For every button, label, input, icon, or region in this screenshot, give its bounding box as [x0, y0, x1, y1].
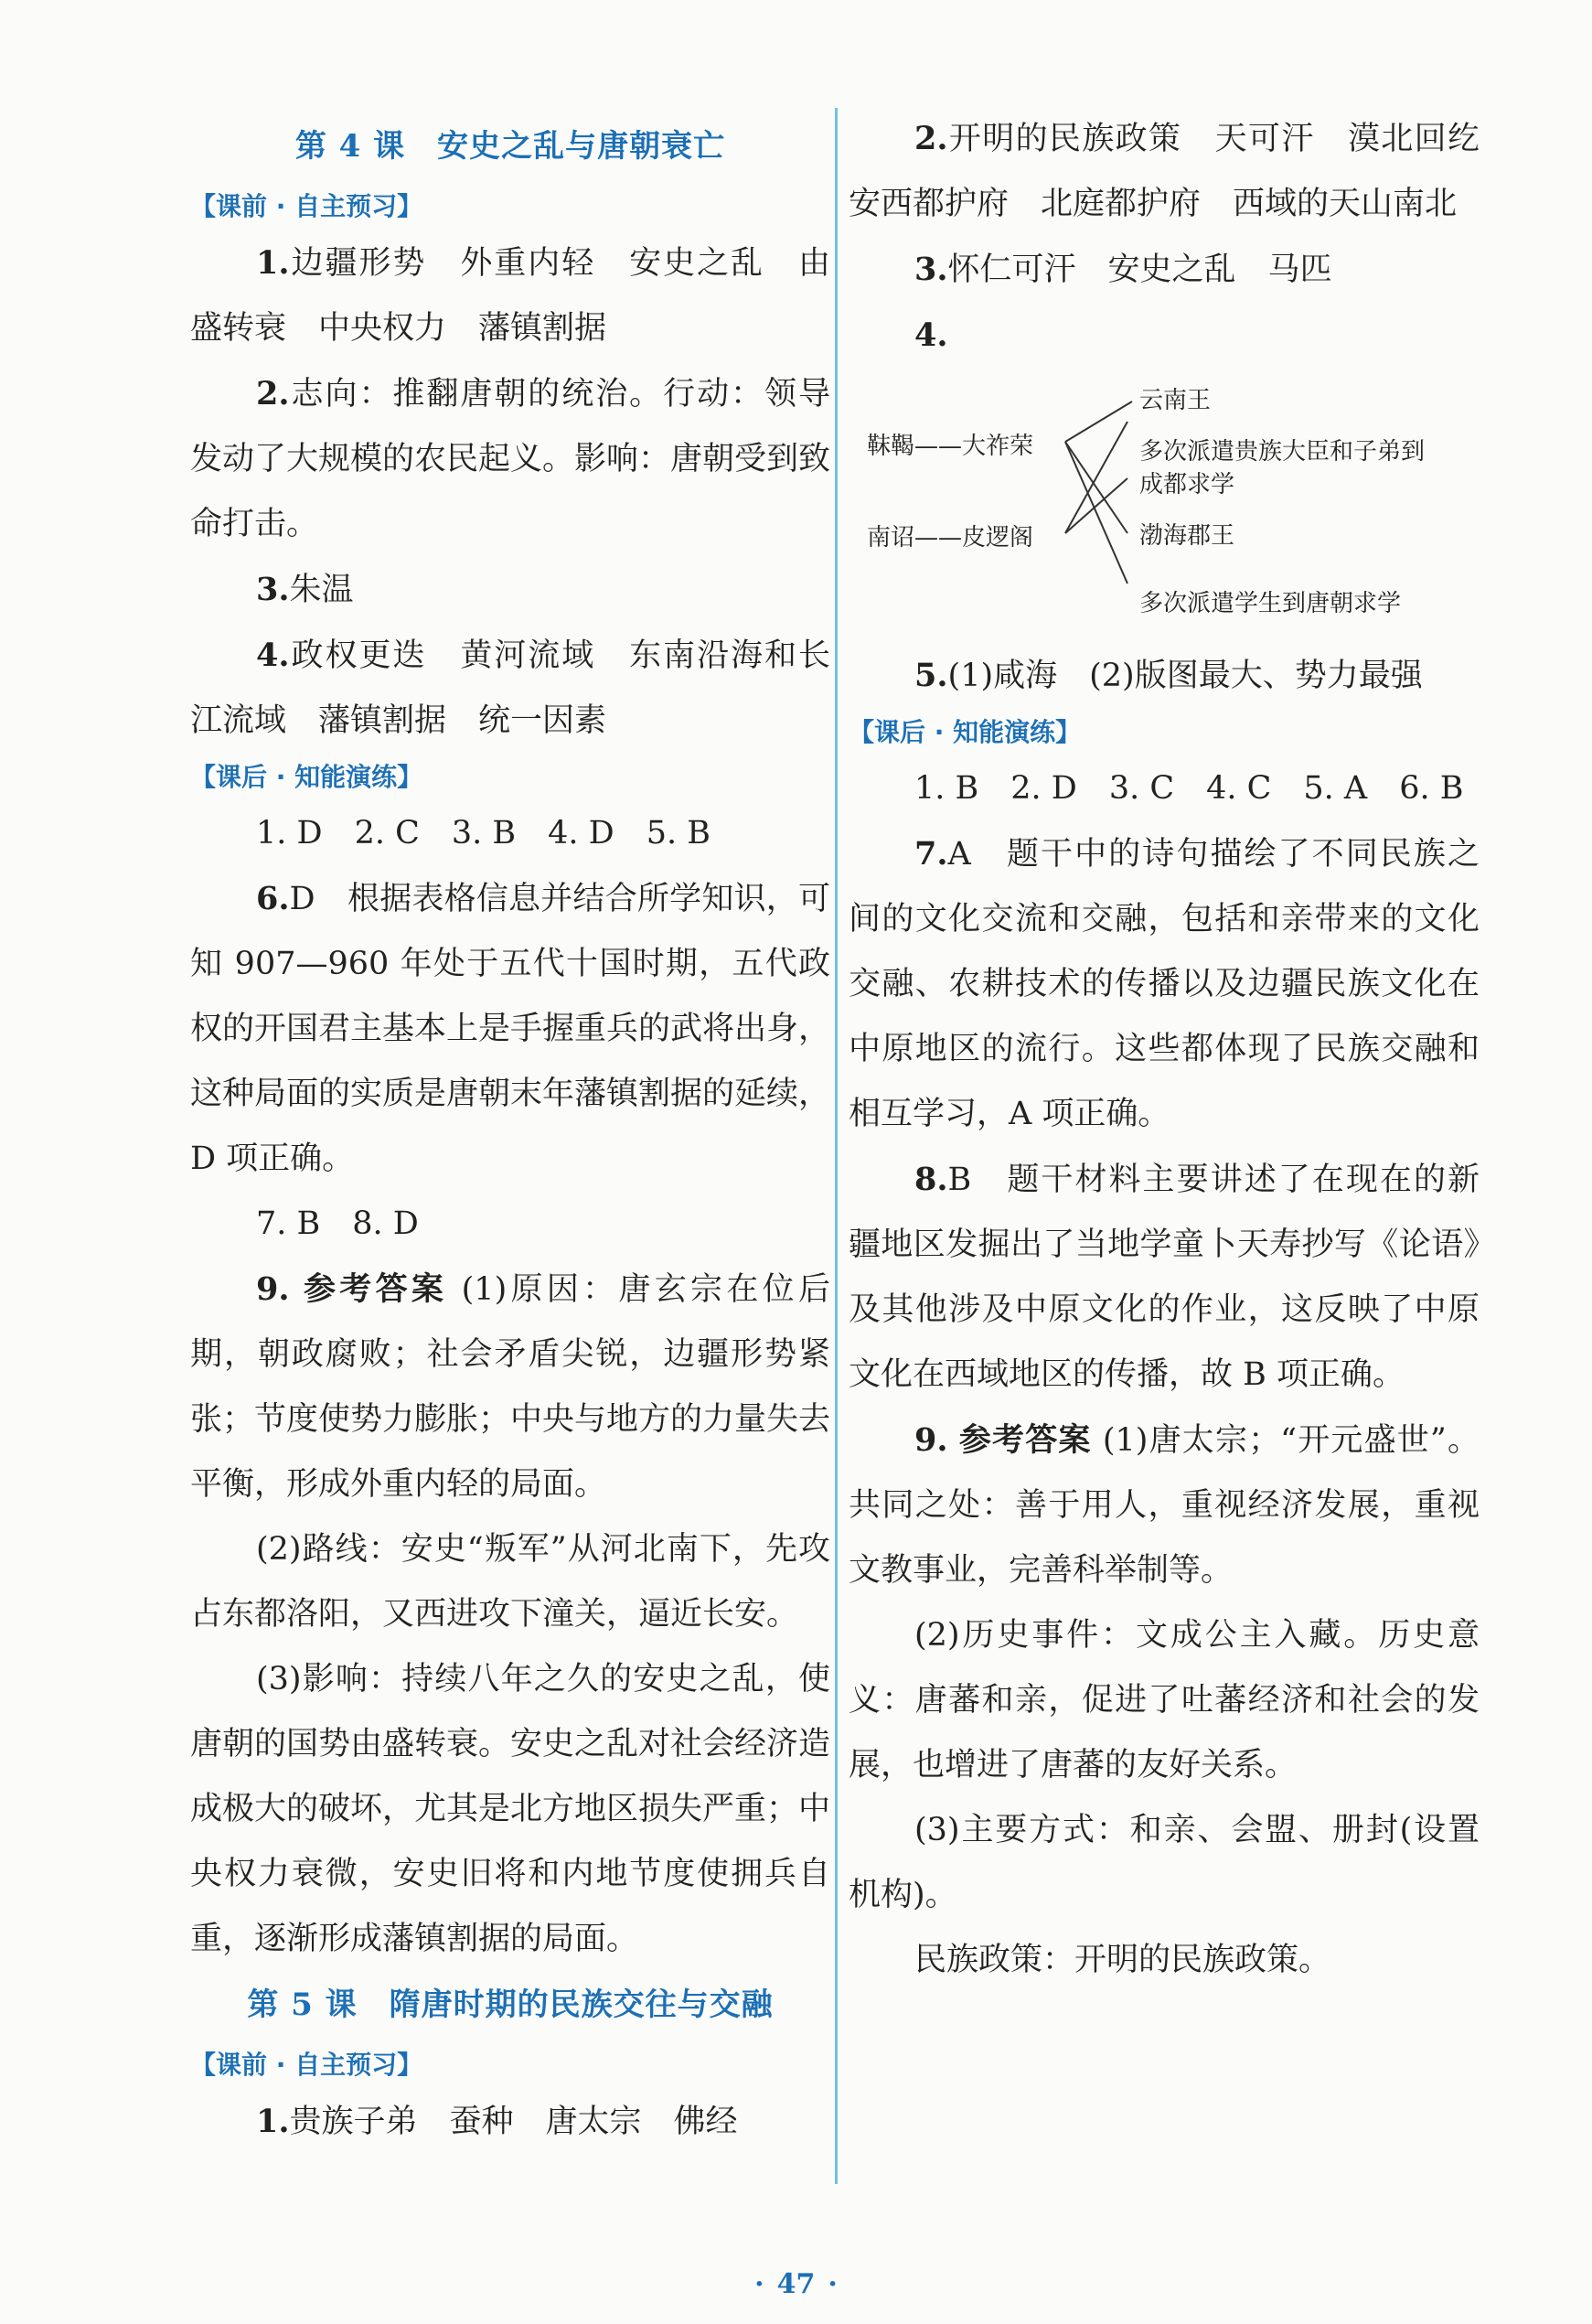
page-number: · 47 · [754, 2268, 838, 2300]
line-mohe-1 [1065, 402, 1132, 442]
post-answer-9-3: (3)影响：持续八年之久的安史之乱，使唐朝的国势由盛转衰。安史之乱对社会经济造成极大的破坏，尤其是北方地区损失严重；中央权力衰微，安史旧将和内地节度使拥兵自重，逐渐形成藩镇割据的局面。 [190, 1661, 831, 1957]
matching-diagram [849, 369, 1480, 643]
nanzhao-label: 南诏——皮逻阁 [867, 524, 1034, 552]
send-nobles-label: 多次派遣贵族大臣和子弟到 [1139, 438, 1426, 466]
lesson5-post-answer-9-2: (2)历史事件：文成公主入藏。历史意义：唐蕃和亲，促进了吐蕃经济和社会的发展，也增进了唐蕃的友好关系。 [849, 1617, 1480, 1783]
post-answer-9-2: (2)路线：安史“叛军”从河北南下，先攻占东都洛阳，又西进攻下潼关，逼近长安。 [190, 1531, 830, 1633]
lesson5-post-answer-9-4: 民族政策：开明的民族政策。 [914, 1942, 1331, 1978]
bohai-king-label: 渤海郡王 [1139, 522, 1235, 550]
pre-class-tag: 【课前 · 自主预习】 [190, 191, 423, 221]
lesson5-post-answer-9-3: (3)主要方式：和亲、会盟、册封(设置机构)。 [849, 1812, 1480, 1913]
lesson5-pre-answer-5: 5.(1)咸海 (2)版图最大、势力最强 [914, 657, 1423, 694]
lesson5-post-answer-9-1: 9. 参考答案 (1)唐太宗；“开元盛世”。共同之处：善于用人，重视经济发展，重视文教事业，完善科举制等。 [849, 1421, 1480, 1589]
column-divider [835, 108, 838, 2184]
pre-answer-1: 1.边疆形势 外重内轻 安史之乱 由盛转衰 中央权力 藩镇割据 [190, 244, 830, 347]
post-class-tag-5: 【课后 · 知能演练】 [849, 717, 1082, 747]
lesson5-post-answer-8: 8.B 题干材料主要讲述了在现在的新疆地区发掘出了当地学童卜天寿抄写《论语》及其他涉及中原文化的作业，这反映了中原文化在西域地区的传播，故 B 项正确。 [849, 1161, 1480, 1393]
pre-answer-4: 4.政权更迭 黄河流域 东南沿海和长江流域 藩镇割据 统一因素 [190, 637, 830, 739]
lesson5-pre-answer-4: 4. [914, 316, 948, 354]
lesson5-post-answer-7: 7.A 题干中的诗句描绘了不同民族之间的文化交流和交融，包括和亲带来的文化交融、农耕技术的传播以及边疆民族文化在中原地区的流行。这些都体现了民族交融和相互学习，A 项正确。 [849, 835, 1480, 1132]
lesson5-pre-answer-3: 3.怀仁可汗 安史之乱 马匹 [914, 251, 1332, 288]
post-answer-6: 6.D 根据表格信息并结合所学知识，可知 907—960 年处于五代十国时期，五代政权的开国君主基本上是手握重兵的武将出身，这种局面的实质是唐朝末年藩镇割据的延续，D 项正确。 [190, 880, 831, 1177]
line-nanzhao-2 [1065, 422, 1127, 533]
post-answers-7-8: 7. B 8. D [256, 1205, 419, 1242]
post-answers-1-5: 1. D 2. C 3. B 4. D 5. B [256, 815, 711, 851]
post-answer-9-1: 9. 参考答案 (1)原因：唐玄宗在位后期，朝政腐败；社会矛盾尖锐，边疆形势紧张；节度使势力膨胀；中央与地方的力量失去平衡，形成外重内轻的局面。 [190, 1270, 831, 1503]
right-column [849, 119, 1512, 1993]
line-mohe-3 [1065, 442, 1127, 584]
pre-class-tag-5: 【课前 · 自主预习】 [190, 2050, 423, 2080]
chengdu-study-label: 成都求学 [1139, 471, 1235, 498]
lesson5-title: 第 5 课 隋唐时期的民族交往与交融 [247, 1987, 774, 2023]
lesson5-pre-answer-1: 1.贵族子弟 蚕种 唐太宗 佛经 [256, 2103, 738, 2140]
pre-answer-2: 2.志向：推翻唐朝的统治。行动：领导发动了大规模的农民起义。影响：唐朝受到致命打击。 [190, 375, 831, 542]
send-students-label: 多次派遣学生到唐朝求学 [1139, 590, 1402, 617]
mohe-label: 靺鞨——大祚荣 [867, 433, 1034, 460]
pre-answer-3: 3.朱温 [256, 571, 354, 608]
post-class-tag: 【课后 · 知能演练】 [190, 762, 423, 792]
lesson5-pre-answer-2: 2.开明的民族政策 天可汗 漠北回纥 安西都护府 北庭都护府 西域的天山南北 [849, 120, 1512, 222]
yunnan-king-label: 云南王 [1139, 387, 1212, 414]
lesson5-post-answers-1-6: 1. B 2. D 3. C 4. C 5. A 6. B [914, 770, 1464, 807]
lesson4-title: 第 4 课 安史之乱与唐朝衰亡 [294, 128, 726, 165]
left-column [190, 119, 830, 2155]
